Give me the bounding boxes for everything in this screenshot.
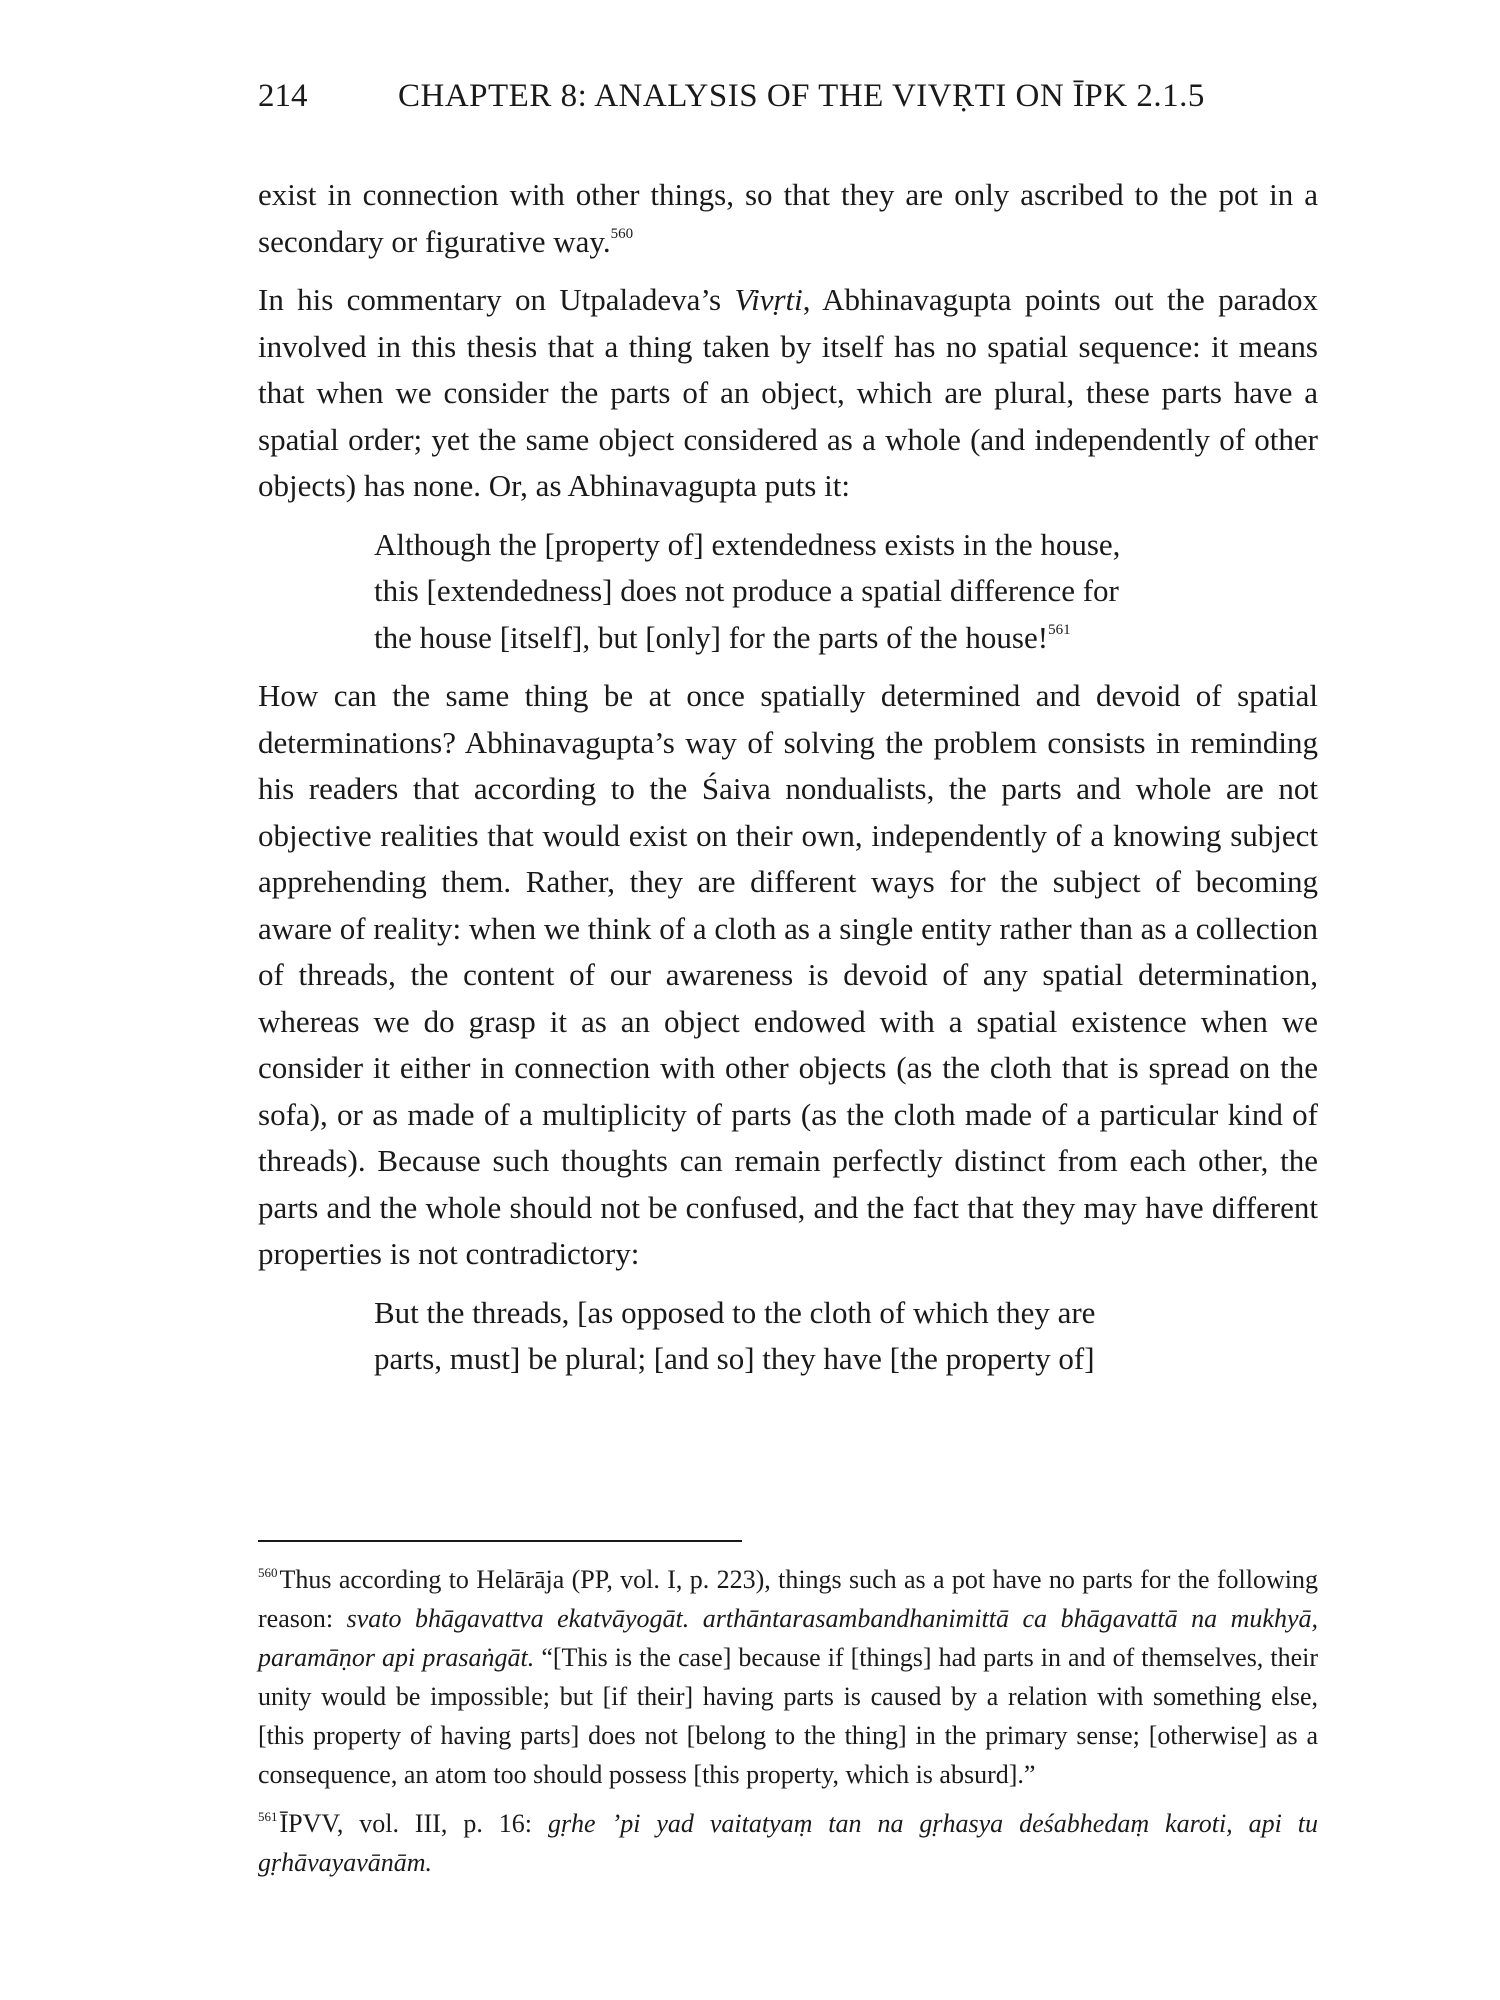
footnote-561 <box>258 1804 1318 1882</box>
page-number: 214 <box>258 78 308 114</box>
quote-line-text: the house [itself], but [only] for the parts of the house! <box>374 619 1049 655</box>
quote-line: But the threads, [as opposed to the cloth of which they are <box>374 1294 1096 1330</box>
block-quote-house <box>374 522 1208 662</box>
paragraph-commentary <box>258 277 1318 510</box>
footnote-reference-561: 561 <box>1048 621 1071 638</box>
title-vivrti: Vivṛti <box>734 282 803 317</box>
paragraph-text: exist in connection with other things, so that they are only ascribed to the pot in a secondary or figurative way. <box>258 177 1318 259</box>
running-head <box>258 76 1318 116</box>
footnotes <box>258 1560 1318 1882</box>
quote-line: this [extendedness] does not produce a spatial difference for <box>374 573 1119 608</box>
block-quote-threads <box>374 1290 1208 1383</box>
footnote-text: Thus according to Helārāja (PP, vol. I, p. 223), things such as a pot have no parts for the following reason: <box>258 1565 1318 1633</box>
chapter-title: CHAPTER 8: ANALYSIS OF THE VIVṚTI ON ĪPK 2.1.5 <box>398 78 1205 114</box>
sanskrit-quote: gṛhe ’pi yad vaitatyaṃ tan na gṛhasya deśabhedaṃ karoti, api tu gṛhāvayavānām. <box>258 1809 1318 1877</box>
sanskrit-quote: svato bhāgavattva ekatvāyogāt. arthāntarasambandhanimittā ca bhāgavattā na mukhyā, paramāṇor api prasaṅgāt. <box>258 1604 1318 1672</box>
paragraph-text: How can the same thing be at once spatially determined and devoid of spatial determinations? Abhinavagupta’s way of solving the problem consists in reminding his readers that according to the Śaiva nondualists, the parts and whole are not objective realities that would exist on their own, independently of a knowing subject apprehending them. Rather, they are different ways for the subject of becoming aware of reality: when we think of a cloth as a single entity rather than as a collection of threads, the content of our awareness is devoid of any spatial determination, whereas we do grasp it as an object endowed with a spatial existence when we consider it either in connection with other objects (as the cloth that is spread on the sofa), or as made of a multiplicity of parts (as the cloth made of a particular kind of threads). Because such thoughts can remain perfectly distinct from each other, the parts and the whole should not be confused, and the fact that they may have different properties is not contradictory: <box>258 678 1318 1271</box>
footnote-560 <box>258 1560 1318 1794</box>
quote-line <box>374 615 1208 662</box>
quote-line: Although the [property of] extendedness exists in the house, <box>374 526 1121 562</box>
footnote-reference-560: 560 <box>610 225 634 242</box>
paragraph-text: In his commentary on Utpaladeva’s <box>258 282 735 317</box>
paragraph-text: , Abhinavagupta points out the paradox involved in this thesis that a thing taken by itself has no spatial sequence: it means that when we consider the parts of an object, which are plural, these parts have a spatial order; yet the same object considered as a whole (and independently of other objects) has none. Or, as Abhinavagupta puts it: <box>258 282 1318 503</box>
body-text <box>258 172 1318 1383</box>
paragraph-continuation <box>258 172 1318 265</box>
footnote-number: 561 <box>258 1809 278 1824</box>
footnote-divider <box>258 1540 742 1542</box>
footnote-text: ĪPVV, vol. III, p. 16: <box>279 1809 548 1838</box>
paragraph-parts-and-whole <box>258 673 1318 1278</box>
footnote-text: “[This is the case] because if [things] had parts in and of themselves, their unity would be impossible; but [if their] having parts is caused by a relation with something else, [this property of having parts] does not [belong to the thing] in the primary sense; [otherwise] as a consequence, an atom too should possess [this property, which is absurd].” <box>258 1643 1318 1789</box>
footnote-number: 560 <box>258 1565 278 1580</box>
quote-line: parts, must] be plural; [and so] they have [the property of] <box>374 1341 1095 1376</box>
